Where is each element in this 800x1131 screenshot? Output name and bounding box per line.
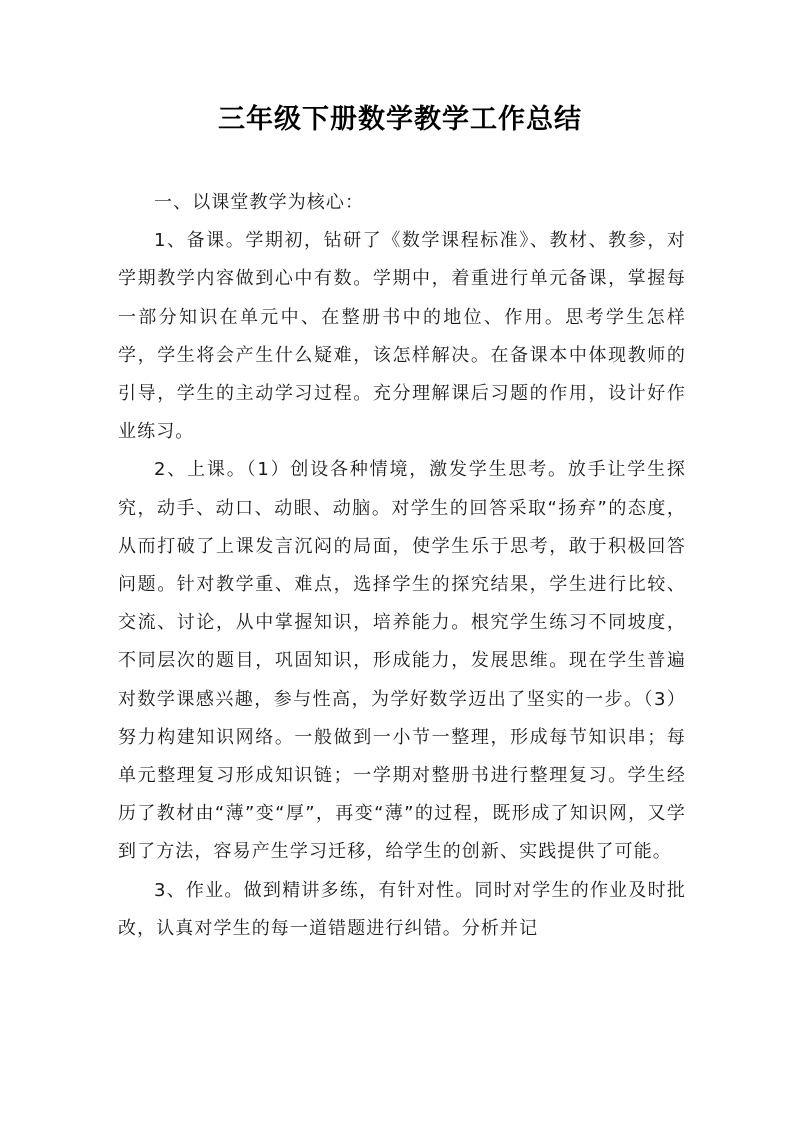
- section-heading: 一、以课堂教学为核心：: [154, 192, 365, 213]
- paragraph-teaching: 2、上课。（1）创设各种情境，激发学生思考。放手让学生探究，动手、动口、动眼、动脑。对学生的回答采取“扬弃”的态度，从而打破了上课发言沉闷的局面，使学生乐于思考，敢于积极回答问题。针对教学重、难点，选择学生的探究结果，学生进行比较、交流、讨论，从中掌握知识，培养能力。根究学生练习不同坡度，不同层次的题目，巩固知识，形成能力，发展思维。现在学生普遍对数学课感兴趣，参与性高，为学好数学迈出了坚实的一步。（3）努力构建知识网络。一般做到一小节一整理，形成每节知识串；每单元整理复习形成知识链；一学期对整册书进行整理复习。学生经历了教材由“薄”变“厚”，再变“薄”的过程，既形成了知识网，又学到了方法，容易产生学习迁移，给学生的创新、实践提供了可能。: [118, 459, 686, 863]
- paragraph-homework: 3、作业。做到精讲多练，有针对性。同时对学生的作业及时批改，认真对学生的每一道错题进行纠错。分析并记: [118, 879, 686, 939]
- paragraph-lesson-prep: 1、备课。学期初，钻研了《数学课程标准》、教材、教参，对学期教学内容做到心中有数。学期中，着重进行单元备课，掌握每一部分知识在单元中、在整册书中的地位、作用。思考学生怎样学，学生将会产生什么疑难，该怎样解决。在备课本中体现教师的引导，学生的主动学习过程。充分理解课后习题的作用，设计好作业练习。: [118, 230, 686, 443]
- page-title: 三年级下册数学教学工作总结: [218, 104, 582, 135]
- document-body: [118, 184, 686, 948]
